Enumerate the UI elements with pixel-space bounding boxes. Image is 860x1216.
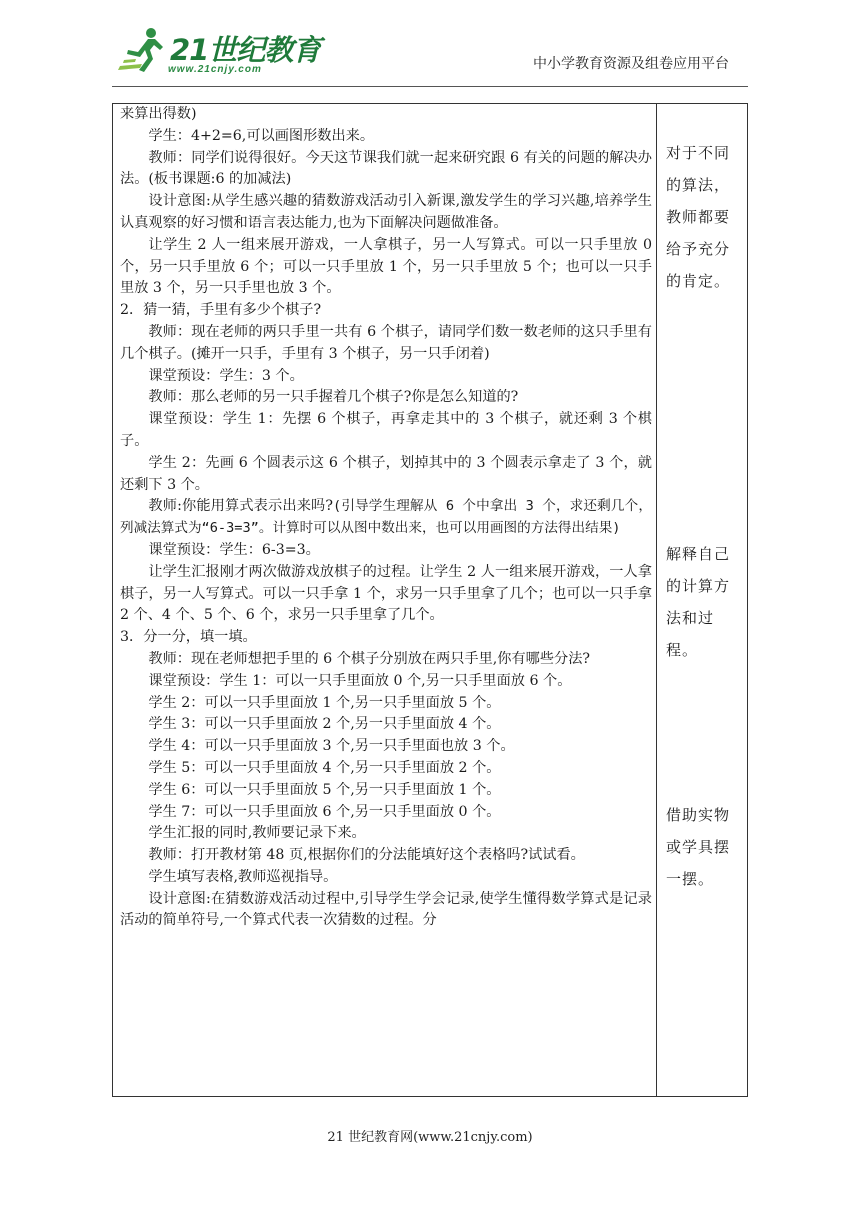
paragraph: 让学生 2 人一组来展开游戏，一人拿棋子，另一人写算式。可以一只手里放 0 个，另一只手里放 6 个；可以一只手里放 1 个，另一只手里放 5 个；也可以一只手里放 3 个，另一只手里也放 3 个。 [120,236,652,297]
paragraph: 学生 3：可以一只手里面放 2 个,另一只手里面放 4 个。 [148,716,501,733]
logo-url: www.21cnjy.com [168,64,262,75]
paragraph: 设计意图:在猜数游戏活动过程中,引导学生学会记录,使学生懂得数学算式是记录活动的简单符号,一个算式代表一次猜数的过程。分 [120,890,652,929]
section-heading: 2．猜一猜，手里有多少个棋子? [120,302,322,319]
paragraph: 学生 2：可以一只手里面放 1 个,另一只手里面放 5 个。 [148,694,501,711]
side-note-3: 借助实物或学具摆一摆。 [666,806,731,888]
paragraph [120,496,652,540]
paragraph: 教师：同学们说得很好。今天这节课我们就一起来研究跟 6 有关的问题的解决办法。(板书课题:6 的加减法) [120,149,652,188]
paragraph: 学生填写表格,教师巡视指导。 [148,868,338,885]
runner-icon [118,26,166,76]
logo-text: 21世纪教育 [170,33,321,67]
section-heading: 3．分一分，填一填。 [120,629,257,646]
paragraph: 学生 4：可以一只手里面放 3 个,另一只手里面也放 3 个。 [148,738,515,755]
paragraph: 学生汇报的同时,教师要记录下来。 [148,825,366,842]
paragraph: 设计意图:从学生感兴趣的猜数游戏活动引入新课,激发学生的学习兴趣,培养学生认真观察的好习惯和语言表达能力,也为下面解决问题做准备。 [120,193,652,231]
side-note-1: 对于不同的算法，教师都要给予充分的肯定。 [666,144,731,290]
paragraph: 来算出得数) [120,106,197,122]
paragraph: 教师：那么老师的另一只手握着几个棋子?你是怎么知道的? [148,389,519,406]
page-footer: 21 世纪教育网(www.21cnjy.com) [327,1130,533,1145]
logo [118,26,321,78]
paragraph: 学生 7：可以一只手里面放 6 个,另一只手里面放 0 个。 [148,803,501,820]
paragraph: 教师：打开教材第 48 页,根据你们的分法能填好这个表格吗?试试看。 [148,847,585,864]
column-divider [656,104,657,1096]
paragraph: 课堂预设：学生：6-3=3。 [148,541,320,558]
paragraph: 课堂预设：学生 1：先摆 6 个棋子，再拿走其中的 3 个棋子，就还剩 3 个棋子。 [120,411,652,449]
header-divider [112,86,748,87]
paragraph: 学生：4+2=6,可以画图形数出来。 [148,127,375,144]
paragraph: 学生 5：可以一只手里面放 4 个,另一只手里面放 2 个。 [148,759,501,776]
paragraph: 学生 6：可以一只手里面放 5 个,另一只手里面放 1 个。 [148,781,501,798]
page-header [0,0,860,86]
teacher-question: 教师:你能用算式表示出来吗? [148,498,333,515]
paragraph: 教师：现在老师想把手里的 6 个棋子分别放在两只手里,你有哪些分法? [148,650,590,667]
paragraph: 教师：现在老师的两只手里一共有 6 个棋子，请同学们数一数老师的这只手里有几个棋子。(摊开一只手，手里有 3 个棋子，另一只手闭着) [120,323,652,362]
lesson-content [120,104,652,932]
paragraph: 让学生汇报刚才两次做游戏放棋子的过程。让学生 2 人一组来展开游戏，一人拿棋子，另一人写算式。可以一只手拿 1 个，求另一只手里拿了几个；也可以一只手拿 2 个、4 个、5 个、6 个，求另一只手里拿了几个。 [120,563,652,624]
paragraph: 课堂预设：学生 1：可以一只手里面放 0 个,另一只手里面放 6 个。 [148,672,572,689]
teaching-note: (引导学生理解从 6 个中拿出 3 个，求还剩几个，列减法算式为“6-3=3”。计算时可以从图中数出来，也可以用画图的方法得出结果) [120,498,652,537]
paragraph: 课堂预设：学生：3 个。 [148,367,304,384]
platform-name: 中小学教育资源及组卷应用平台 [533,56,729,72]
paragraph: 学生 2：先画 6 个圆表示这 6 个棋子，划掉其中的 3 个圆表示拿走了 3 个，就还剩下 3 个。 [120,454,652,493]
side-note-2: 解释自己的计算方法和过程。 [666,545,731,659]
lesson-table [112,103,748,1097]
